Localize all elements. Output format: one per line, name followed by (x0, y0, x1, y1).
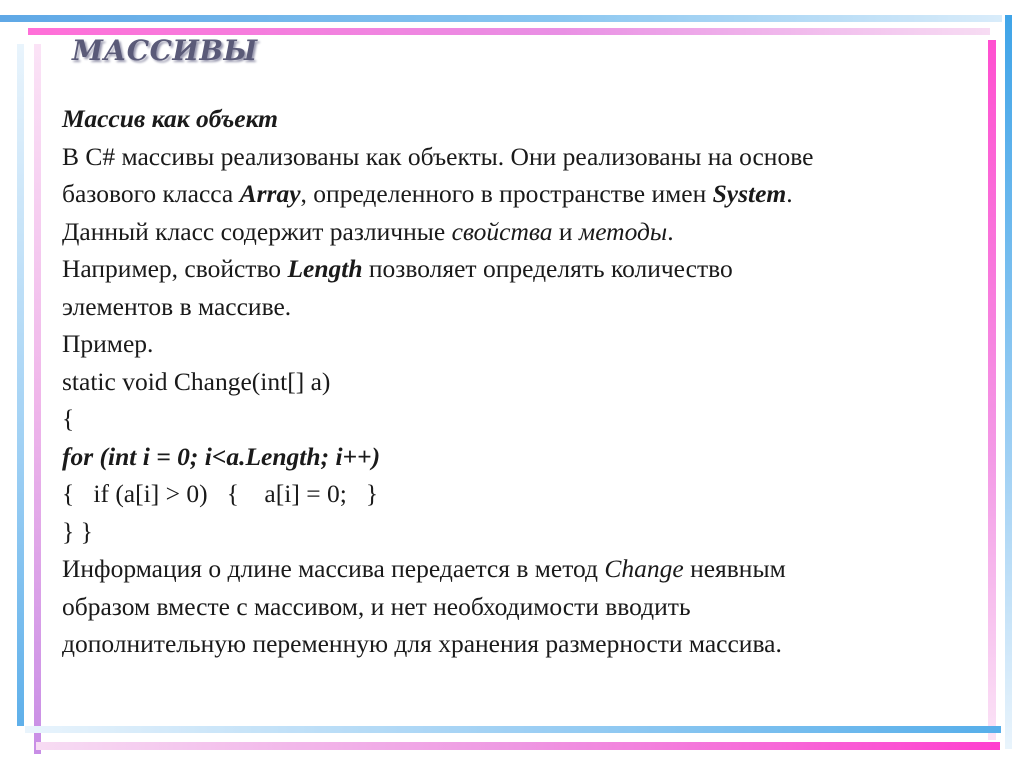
text: Например, свойство (62, 254, 288, 283)
para1-line3 (62, 213, 992, 251)
code-body-text: { if (a[i] > 0) { a[i] = 0; } (62, 479, 379, 508)
text: . (667, 216, 674, 246)
para2-line3: дополнительную переменную для хранения размерности массива. (62, 629, 782, 658)
para2-line1 (62, 550, 992, 588)
text: базового класса (62, 179, 240, 208)
term-array: Array (239, 179, 301, 208)
subtitle: Массив как объект (62, 104, 279, 133)
term-system: System (712, 179, 787, 208)
slide-title: МАССИВЫ (72, 34, 258, 67)
para1-line5: элементов в массиве. (62, 291, 292, 321)
term-change: Change (604, 554, 684, 583)
slide-content (62, 100, 992, 663)
text: Данный класс содержит различные (62, 216, 452, 246)
para1-line4 (62, 250, 992, 288)
text: . (786, 179, 793, 208)
text: Информация о длине массива передается в метод (62, 554, 605, 583)
code-signature: static void Change(int[] a) (62, 366, 331, 396)
decor-bar-right-cyan (1005, 15, 1012, 749)
code-open-brace: { (62, 404, 75, 433)
decor-bar-bottom-cyan (25, 726, 1001, 733)
decor-bar-bottom-magenta (36, 742, 1000, 750)
para1-line1: В C# массивы реализованы как объекты. Они реализованы на основе (62, 141, 814, 171)
term-length: Length (287, 254, 363, 283)
text: и (552, 216, 579, 246)
code-for-line: for (int i = 0; i<a.Length; i++) (62, 441, 381, 471)
text: , определенного в пространстве имен (300, 179, 713, 208)
code-body-line (62, 475, 992, 513)
decor-bar-left-cyan (17, 44, 24, 726)
decor-bar-left-magenta (34, 44, 41, 754)
text: позволяет определять количество (362, 254, 733, 283)
para1-line2 (62, 175, 992, 213)
text: неявным (683, 554, 786, 583)
decor-bar-top-blue (0, 15, 1002, 22)
code-close-braces: } } (62, 516, 93, 546)
term-properties: свойства (451, 216, 553, 246)
term-methods: методы (578, 216, 668, 246)
example-label: Пример. (62, 329, 154, 358)
para2-line2: образом вместе с массивом, и нет необходимости вводить (62, 591, 691, 621)
